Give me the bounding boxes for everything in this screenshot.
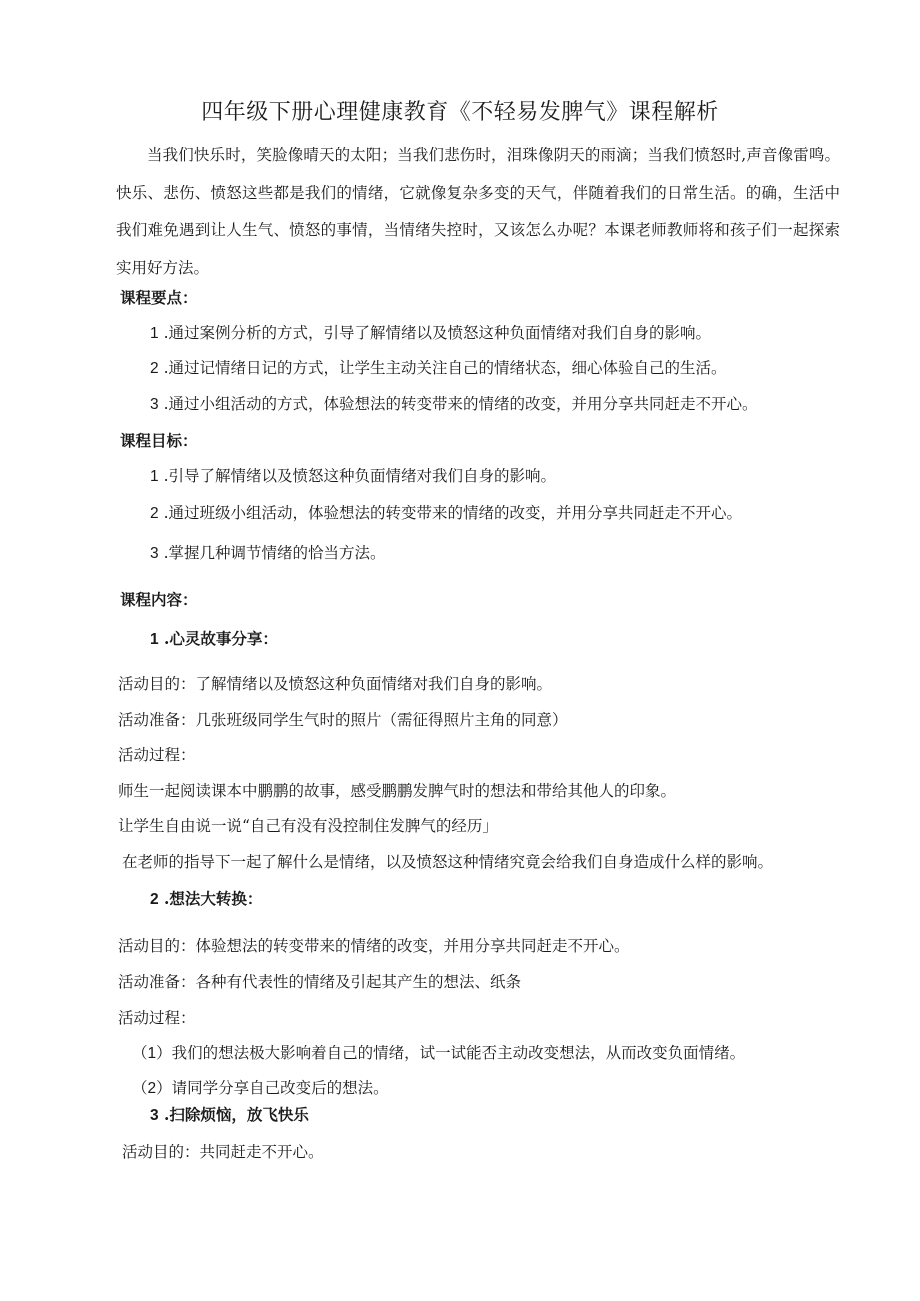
goal-item: [150, 501, 742, 526]
goal-number: 3: [150, 545, 159, 562]
activity-step: [132, 1041, 745, 1066]
activity-process-label: 活动过程：: [118, 1009, 196, 1027]
key-points-heading: 课程要点：: [120, 288, 198, 307]
activity-title-text: .扫除烦恼，放飞快乐: [164, 1105, 309, 1124]
key-point-text: .通过案例分析的方式，引导了解情绪以及愤怒这种负面情绪对我们自身的影响。: [163, 324, 711, 342]
document-title: 四年级下册心理健康教育《不轻易发脾气》课程解析: [201, 100, 719, 125]
goals-heading: 课程目标：: [120, 431, 198, 450]
step-number: （1）: [132, 1045, 172, 1062]
activity-purpose: 活动目的：共同赶走不开心。: [122, 1143, 324, 1161]
key-point-text: .通过记情绪日记的方式，让学生主动关注自己的情绪状态，细心体验自己的生活。: [163, 359, 727, 377]
step-text: 请同学分享自己改变后的想法。: [171, 1079, 389, 1097]
intro-paragraph: 当我们快乐时，笑脸像晴天的太阳；当我们悲伤时，泪珠像阴天的雨滴；当我们愤怒时,声音像雷鸣。快乐、悲伤、愤怒这些都是我们的情绪，它就像复杂多变的天气，伴随着我们的日常生活。的确，生活中我们难免遇到让人生气、愤怒的事情，当情绪失控时，又该怎么办呢？本课老师教师将和孩子们一起探索实用好方法。: [116, 146, 840, 277]
goal-number: 2: [150, 505, 159, 522]
goal-text: .通过班级小组活动，体验想法的转变带来的情绪的改变，并用分享共同赶走不开心。: [163, 504, 742, 522]
goal-item: [150, 464, 556, 489]
activity-step: [132, 1076, 389, 1101]
activity-number: 3: [150, 1107, 159, 1124]
activity-number: 1: [150, 631, 159, 648]
key-point-number: 1: [150, 325, 159, 342]
activity-step: 师生一起阅读课本中鹏鹏的故事，感受鹏鹏发脾气时的想法和带给其他人的印象。: [118, 782, 677, 800]
activity-step: 在老师的指导下一起了解什么是情绪，以及愤怒这种情绪究竟会给我们自身造成什么样的影响。: [122, 853, 774, 871]
activity-title-text: .想法大转换：: [164, 889, 263, 908]
goal-text: .引导了解情绪以及愤怒这种负面情绪对我们自身的影响。: [163, 467, 556, 485]
activity-step: 让学生自由说一说“自己有没有没控制住发脾气的经历」: [118, 817, 498, 835]
goal-text: .掌握几种调节情绪的恰当方法。: [163, 544, 386, 562]
step-number: （2）: [132, 1080, 172, 1097]
activity-title: [150, 1103, 309, 1128]
key-point-number: 2: [150, 360, 159, 377]
content-heading: 课程内容：: [120, 590, 198, 609]
activity-process-label: 活动过程：: [118, 746, 196, 764]
activity-prep: 活动准备：各种有代表性的情绪及引起其产生的想法、纸条: [118, 973, 522, 991]
key-point-item: [150, 392, 758, 417]
goal-item: [150, 541, 386, 566]
key-point-item: [150, 321, 711, 346]
activity-number: 2: [150, 891, 159, 908]
key-point-item: [150, 356, 727, 381]
goal-number: 1: [150, 468, 159, 485]
key-point-number: 3: [150, 396, 159, 413]
activity-title: [150, 887, 262, 912]
key-point-text: .通过小组活动的方式，体验想法的转变带来的情绪的改变，并用分享共同赶走不开心。: [163, 395, 758, 413]
activity-purpose: 活动目的：了解情绪以及愤怒这种负面情绪对我们自身的影响。: [118, 675, 553, 693]
activity-title: [150, 627, 278, 652]
step-text: 我们的想法极大影响着自己的情绪，试一试能否主动改变想法，从而改变负面情绪。: [171, 1044, 746, 1062]
activity-prep: 活动准备：几张班级同学生气时的照片（需征得照片主角的同意）: [118, 711, 568, 729]
activity-purpose: 活动目的：体验想法的转变带来的情绪的改变，并用分享共同赶走不开心。: [118, 937, 630, 955]
activity-title-text: .心灵故事分享：: [164, 629, 278, 648]
